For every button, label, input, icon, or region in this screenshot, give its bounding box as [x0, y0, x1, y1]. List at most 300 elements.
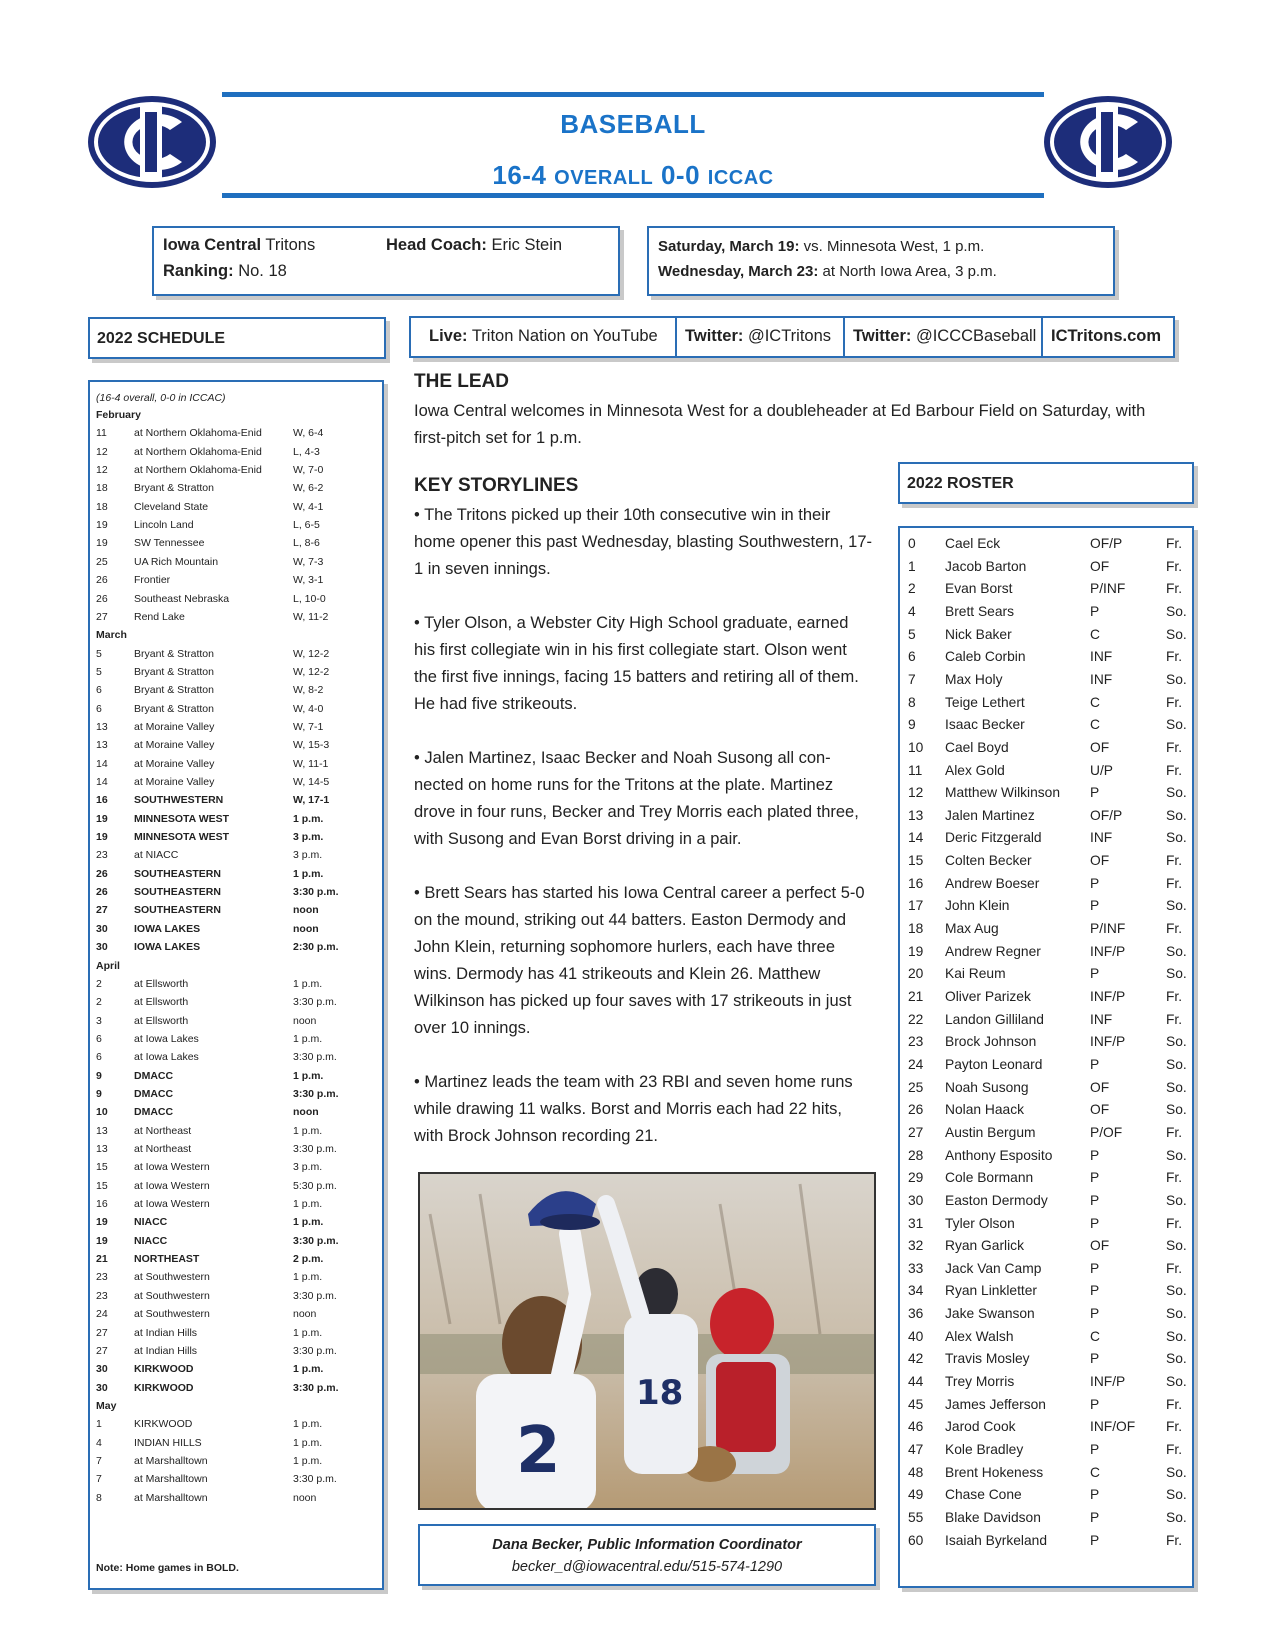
schedule-game-date: 13 [96, 1143, 108, 1155]
player-year: So. [1166, 898, 1187, 914]
schedule-game-opponent: at Northern Oklahoma-Enid [134, 445, 262, 458]
schedule-game-result: 3:30 p.m. [293, 1143, 337, 1155]
schedule-game-date: 10 [96, 1106, 108, 1119]
player-position: INF/P [1090, 1374, 1126, 1390]
schedule-game-result: noon [293, 1491, 317, 1504]
schedule-game-result: 3 p.m. [293, 1161, 323, 1174]
player-year: Fr. [1166, 558, 1183, 574]
player-year: Fr. [1166, 694, 1183, 710]
roster-list [898, 526, 1194, 1588]
player-year: So. [1166, 1283, 1187, 1299]
player-year: So. [1166, 785, 1187, 801]
player-year: So. [1166, 603, 1187, 619]
schedule-game-result: 1 p.m. [293, 1069, 324, 1082]
player-position: P [1090, 1487, 1100, 1503]
schedule-game-date: 12 [96, 464, 108, 477]
schedule-game-result: 1 p.m. [293, 867, 324, 880]
head-coach: Head Coach: Eric Stein [386, 236, 563, 254]
schedule-game-result: L, 10-0 [293, 592, 326, 605]
schedule-game-opponent: Bryant & Stratton [134, 684, 214, 697]
player-position: OF [1090, 1102, 1110, 1118]
game-photo [418, 1172, 876, 1510]
player-number: 11 [908, 762, 923, 778]
player-year: So. [1166, 671, 1187, 687]
player-position: INF [1090, 1011, 1113, 1027]
player-position: INF/OF [1090, 1419, 1136, 1435]
player-position: C [1090, 1328, 1100, 1344]
player-number: 17 [908, 898, 924, 914]
player-name: Alex Walsh [945, 1328, 1014, 1344]
schedule-intro: (16-4 overall, 0-0 in ICCAC) [96, 392, 226, 404]
player-name: Cole Bormann [945, 1170, 1034, 1186]
schedule-game-result: W, 11-2 [293, 610, 329, 623]
sport-title: BASEBALL [560, 109, 706, 139]
schedule-game-opponent: SOUTHEASTERN [134, 904, 221, 917]
schedule-game-date: 19 [96, 1234, 108, 1247]
contact-name: Dana Becker, Public Information Coordinator [492, 1537, 802, 1553]
player-name: Jake Swanson [945, 1306, 1035, 1322]
schedule-game-result: 3:30 p.m. [293, 1087, 339, 1100]
lead-heading: THE LEAD [414, 371, 509, 392]
schedule-game-result: 1 p.m. [293, 1454, 323, 1467]
player-number: 49 [908, 1487, 924, 1503]
player-year: So. [1166, 1147, 1187, 1163]
schedule-game-opponent: NIACC [134, 1216, 168, 1229]
player-year: Fr. [1166, 536, 1183, 551]
schedule-game-date: 27 [96, 610, 108, 623]
player-number: 55 [908, 1509, 924, 1525]
jersey-number-right: 18 [636, 1373, 684, 1413]
player-name: Austin Bergum [945, 1124, 1036, 1140]
schedule-game-result: L, 4-3 [293, 445, 320, 458]
player-name: Brent Hokeness [945, 1464, 1044, 1480]
player-year: Fr. [1166, 921, 1183, 937]
schedule-game-result: 1 p.m. [293, 1436, 323, 1449]
player-position: U/P [1090, 762, 1113, 778]
player-number: 40 [908, 1328, 924, 1344]
player-name: Jack Van Camp [945, 1260, 1042, 1276]
schedule-game-opponent: DMACC [134, 1069, 174, 1082]
player-year: Fr. [1166, 581, 1183, 597]
schedule-game-opponent: at Iowa Lakes [134, 1051, 199, 1064]
schedule-game-result: 1 p.m. [293, 1363, 324, 1376]
player-number: 6 [908, 649, 916, 665]
schedule-game-date: 19 [96, 812, 108, 825]
player-year: So. [1166, 626, 1187, 642]
website-link[interactable]: ICTritons.com [1051, 327, 1162, 345]
schedule-game-result: noon [293, 1014, 317, 1027]
schedule-game-opponent: Bryant & Stratton [134, 647, 214, 660]
player-number: 29 [908, 1170, 924, 1186]
twitter-tritons-link[interactable]: Twitter: @ICTritons [677, 318, 845, 356]
schedule-game-date: 6 [96, 684, 102, 697]
schedule-game-result: 3 p.m. [293, 831, 324, 844]
player-position: INF [1090, 671, 1113, 687]
schedule-month-heading: April [96, 959, 120, 972]
player-number: 2 [908, 581, 916, 597]
player-number: 15 [908, 853, 924, 869]
schedule-game-date: 30 [96, 941, 108, 954]
player-name: Kai Reum [945, 966, 1006, 982]
schedule-game-date: 19 [96, 1216, 108, 1229]
schedule-game-date: 16 [96, 1198, 108, 1211]
player-position: P [1090, 1056, 1100, 1072]
schedule-game-result: W, 12-2 [293, 665, 330, 678]
player-number: 21 [908, 989, 924, 1004]
player-year: Fr. [1166, 1419, 1183, 1435]
schedule-game-opponent: at Ellsworth [134, 977, 189, 990]
schedule-game-opponent: at Ellsworth [134, 1014, 189, 1027]
schedule-game-opponent: Lincoln Land [134, 519, 194, 532]
schedule-game-result: 1 p.m. [293, 1326, 323, 1339]
player-name: Max Aug [945, 921, 999, 937]
player-year: So. [1166, 1102, 1187, 1118]
schedule-game-opponent: KIRKWOOD [134, 1363, 194, 1376]
schedule-note: Note: Home games in BOLD. [96, 1562, 239, 1574]
schedule-game-result: W, 4-1 [293, 500, 324, 513]
player-year: Fr. [1166, 762, 1183, 778]
schedule-game-opponent: at Moraine Valley [134, 720, 215, 733]
player-number: 0 [908, 536, 916, 551]
jersey-number-left: 2 [516, 1414, 561, 1488]
celebration-photo-illustration [420, 1174, 876, 1510]
schedule-game-opponent: SW Tennessee [134, 537, 205, 550]
player-number: 27 [908, 1124, 924, 1140]
schedule-game-opponent: DMACC [134, 1106, 174, 1119]
player-position: OF [1090, 1238, 1110, 1254]
schedule-game-result: 1 p.m. [293, 1198, 323, 1211]
player-name: Ryan Garlick [945, 1238, 1024, 1254]
player-name: Anthony Esposito [945, 1147, 1053, 1163]
player-name: Evan Borst [945, 581, 1013, 597]
player-position: P [1090, 1147, 1100, 1163]
schedule-game-result: W, 15-3 [293, 739, 330, 752]
player-position: C [1090, 1464, 1100, 1480]
schedule-game-date: 19 [96, 537, 108, 550]
schedule-game-result: W, 7-3 [293, 555, 324, 568]
schedule-game-result: noon [293, 904, 319, 917]
player-name: Brock Johnson [945, 1034, 1037, 1050]
schedule-game-date: 26 [96, 886, 108, 899]
player-year: Fr. [1166, 649, 1183, 665]
player-number: 20 [908, 966, 924, 982]
player-number: 24 [908, 1056, 924, 1072]
player-number: 44 [908, 1374, 924, 1390]
twitter-baseball-link[interactable]: Twitter: @ICCCBaseball [845, 318, 1043, 356]
schedule-game-result: 3:30 p.m. [293, 1234, 339, 1247]
schedule-game-opponent: SOUTHWESTERN [134, 794, 224, 807]
schedule-game-opponent: NIACC [134, 1234, 168, 1247]
player-position: P [1090, 1306, 1100, 1322]
schedule-game-opponent: at Ellsworth [134, 996, 189, 1009]
player-name: Easton Dermody [945, 1192, 1048, 1208]
schedule-game-result: 3:30 p.m. [293, 1344, 337, 1357]
player-number: 4 [908, 603, 916, 619]
schedule-game-opponent: UA Rich Mountain [134, 555, 219, 568]
player-position: OF/P [1090, 807, 1123, 823]
schedule-game-result: 1 p.m. [293, 1124, 323, 1137]
storyline-paragraph: • Martinez leads the team with 23 RBI and seven home runs while drawing 11 walks. Borst and Morris each had 22 hits, with Brock Johnson recording 21. [414, 1073, 853, 1145]
player-year: So. [1166, 1306, 1187, 1322]
schedule-game-date: 18 [96, 500, 108, 513]
schedule-game-opponent: at Northeast [134, 1143, 192, 1155]
upcoming-game: Saturday, March 19: vs. Minnesota West, 1 p.m. [658, 238, 985, 255]
schedule-game-result: W, 4-0 [293, 702, 324, 715]
schedule-game-result: 2:30 p.m. [293, 941, 339, 954]
schedule-game-opponent: at Southwestern [134, 1271, 210, 1284]
player-position: OF [1090, 739, 1110, 755]
schedule-game-date: 30 [96, 1381, 108, 1394]
schedule-game-opponent: IOWA LAKES [134, 922, 201, 935]
player-name: Travis Mosley [945, 1351, 1030, 1367]
player-position: P/OF [1090, 1124, 1123, 1140]
schedule-game-date: 15 [96, 1161, 108, 1174]
player-name: Chase Cone [945, 1487, 1022, 1503]
player-number: 33 [908, 1260, 924, 1276]
player-name: Jalen Martinez [945, 807, 1035, 823]
player-position: INF [1090, 830, 1113, 846]
schedule-month-heading: March [96, 629, 127, 642]
player-position: P [1090, 898, 1100, 914]
schedule-game-date: 14 [96, 757, 108, 770]
player-position: P [1090, 785, 1100, 801]
player-name: Nick Baker [945, 626, 1012, 642]
roster-title: 2022 ROSTER [898, 462, 1194, 504]
schedule-game-opponent: Bryant & Stratton [134, 702, 214, 715]
schedule-game-opponent: at NIACC [134, 849, 179, 862]
player-name: Jarod Cook [945, 1419, 1016, 1435]
player-year: So. [1166, 1464, 1187, 1480]
schedule-game-result: noon [293, 922, 319, 935]
player-number: 48 [908, 1464, 924, 1480]
media-links-bar [409, 316, 1175, 358]
schedule-game-date: 21 [96, 1253, 108, 1266]
player-number: 7 [908, 671, 916, 687]
player-year: Fr. [1166, 1011, 1183, 1027]
player-number: 10 [908, 739, 924, 755]
schedule-game-result: 3:30 p.m. [293, 1289, 337, 1302]
schedule-game-result: W, 6-2 [293, 482, 324, 495]
schedule-game-date: 26 [96, 592, 108, 605]
player-name: Blake Davidson [945, 1509, 1041, 1525]
schedule-game-date: 27 [96, 1326, 108, 1339]
record-overall: 16-4 [492, 160, 547, 190]
schedule-game-opponent: at Northern Oklahoma-Enid [134, 464, 262, 477]
schedule-game-date: 7 [96, 1473, 102, 1486]
schedule-game-result: 3:30 p.m. [293, 1051, 337, 1064]
schedule-game-date: 6 [96, 1032, 102, 1045]
live-stream-link[interactable]: Live: Triton Nation on YouTube [411, 318, 677, 356]
player-position: C [1090, 717, 1100, 733]
player-number: 60 [908, 1532, 924, 1548]
player-position: P [1090, 1532, 1100, 1548]
player-position: P [1090, 1170, 1100, 1186]
schedule-game-opponent: NORTHEAST [134, 1253, 200, 1266]
schedule-game-date: 2 [96, 996, 102, 1009]
schedule-game-date: 9 [96, 1069, 102, 1082]
player-name: Andrew Boeser [945, 875, 1040, 891]
player-position: P [1090, 875, 1100, 891]
player-position: P [1090, 603, 1100, 619]
contact-box [418, 1524, 876, 1586]
schedule-game-result: 3:30 p.m. [293, 996, 337, 1009]
contact-info[interactable]: becker_d@iowacentral.edu/515-574-1290 [511, 1559, 783, 1575]
upcoming-games-box [647, 226, 1115, 296]
player-number: 31 [908, 1215, 924, 1231]
player-position: P [1090, 966, 1100, 982]
schedule-game-opponent: KIRKWOOD [134, 1418, 193, 1431]
player-position: P [1090, 1351, 1100, 1367]
storyline-paragraph: • Tyler Olson, a Webster City High School graduate, earned his first collegiate win in his first collegiate start. Olson went the first five innings, facing 15 batters and retiring all of them. He had five strikeouts. [414, 614, 859, 713]
schedule-game-date: 3 [96, 1014, 102, 1027]
schedule-game-opponent: at Northeast [134, 1124, 192, 1137]
player-number: 34 [908, 1283, 924, 1299]
player-number: 13 [908, 807, 924, 823]
schedule-game-result: W, 14-5 [293, 776, 330, 788]
schedule-game-opponent: at Iowa Western [134, 1161, 210, 1174]
schedule-game-opponent: INDIAN HILLS [134, 1436, 202, 1449]
player-position: P [1090, 1396, 1100, 1412]
schedule-game-opponent: DMACC [134, 1087, 174, 1100]
schedule-game-result: 2 p.m. [293, 1253, 324, 1266]
player-number: 23 [908, 1034, 924, 1050]
schedule-game-result: W, 8-2 [293, 684, 324, 697]
schedule-game-date: 8 [96, 1491, 102, 1504]
player-position: P [1090, 1192, 1100, 1208]
schedule-list [88, 380, 384, 1590]
ic-logo-left-icon [84, 92, 220, 192]
schedule-game-date: 5 [96, 665, 102, 678]
player-number: 9 [908, 717, 916, 733]
player-year: Fr. [1166, 1396, 1183, 1412]
schedule-game-date: 9 [96, 1087, 102, 1100]
player-name: Cael Eck [945, 536, 1001, 551]
schedule-game-opponent: Bryant & Stratton [134, 482, 214, 495]
schedule-game-date: 11 [96, 427, 107, 440]
player-name: Landon Gilliland [945, 1011, 1044, 1027]
storyline-paragraph: • The Tritons picked up their 10th consecutive win in their home opener this past Wednesday, blasting Southwestern, 17-1 in seven innings. [414, 506, 872, 578]
schedule-game-opponent: at Iowa Western [134, 1179, 210, 1192]
player-number: 5 [908, 626, 916, 642]
player-number: 14 [908, 830, 924, 846]
schedule-game-date: 4 [96, 1436, 102, 1449]
schedule-game-result: 1 p.m. [293, 1271, 323, 1284]
schedule-game-result: W, 3-1 [293, 574, 324, 587]
schedule-game-date: 13 [96, 1124, 108, 1137]
player-year: So. [1166, 1374, 1187, 1390]
schedule-game-result: 3 p.m. [293, 849, 323, 862]
schedule-game-result: W, 11-1 [293, 757, 329, 770]
player-year: So. [1166, 1509, 1187, 1525]
schedule-game-date: 14 [96, 776, 108, 788]
schedule-game-date: 1 [96, 1418, 102, 1431]
schedule-game-date: 25 [96, 555, 108, 568]
schedule-game-opponent: MINNESOTA WEST [134, 831, 230, 844]
player-position: INF/P [1090, 989, 1126, 1004]
schedule-month-heading: May [96, 1399, 117, 1412]
player-name: Teige Lethert [945, 694, 1025, 710]
schedule-game-opponent: KIRKWOOD [134, 1381, 194, 1394]
player-position: INF/P [1090, 1034, 1126, 1050]
player-position: OF [1090, 853, 1110, 869]
team-info-box [152, 226, 620, 296]
schedule-title: 2022 SCHEDULE [88, 317, 386, 359]
schedule-game-date: 30 [96, 1363, 108, 1376]
player-number: 28 [908, 1147, 924, 1163]
player-year: Fr. [1166, 875, 1183, 891]
record-conference-label: ICCAC [707, 167, 774, 189]
schedule-game-date: 23 [96, 1289, 108, 1302]
schedule-game-date: 19 [96, 831, 108, 844]
schedule-game-result: W, 6-4 [293, 427, 324, 440]
ranking: Ranking: No. 18 [163, 262, 287, 280]
schedule-game-result: 3:30 p.m. [293, 886, 339, 899]
title-band [222, 92, 1044, 198]
schedule-game-result: 5:30 p.m. [293, 1179, 337, 1192]
schedule-game-opponent: Southeast Nebraska [134, 592, 230, 605]
schedule-game-opponent: MINNESOTA WEST [134, 812, 230, 825]
schedule-game-date: 23 [96, 849, 108, 862]
schedule-game-result: 1 p.m. [293, 1216, 324, 1229]
player-position: INF [1090, 649, 1113, 665]
player-name: Andrew Regner [945, 943, 1041, 959]
player-name: Trey Morris [945, 1374, 1015, 1390]
schedule-game-result: noon [293, 1106, 319, 1119]
player-year: So. [1166, 1034, 1187, 1050]
player-name: Tyler Olson [945, 1215, 1015, 1231]
player-year: So. [1166, 1056, 1187, 1072]
player-year: So. [1166, 1351, 1187, 1367]
schedule-game-opponent: at Southwestern [134, 1308, 210, 1321]
player-position: P [1090, 1442, 1100, 1457]
schedule-game-opponent: SOUTHEASTERN [134, 886, 221, 899]
player-name: Max Holy [945, 671, 1003, 687]
schedule-game-date: 16 [96, 794, 108, 807]
schedule-game-date: 6 [96, 1051, 102, 1064]
schedule-game-date: 19 [96, 519, 108, 532]
player-position: OF/P [1090, 536, 1123, 551]
storylines-heading: KEY STORYLINES [414, 475, 579, 496]
player-position: P [1090, 1509, 1100, 1525]
schedule-game-result: 1 p.m. [293, 1418, 323, 1431]
player-number: 22 [908, 1011, 924, 1027]
player-number: 8 [908, 694, 916, 710]
player-position: P [1090, 1283, 1100, 1299]
team-name: Iowa Central Tritons [163, 236, 316, 254]
player-name: Jacob Barton [945, 558, 1027, 574]
upcoming-game: Wednesday, March 23: at North Iowa Area, 3 p.m. [658, 263, 997, 280]
player-year: Fr. [1166, 1124, 1183, 1140]
player-position: P [1090, 1260, 1100, 1276]
schedule-game-opponent: IOWA LAKES [134, 941, 201, 954]
player-year: So. [1166, 966, 1187, 982]
player-name: Caleb Corbin [945, 649, 1026, 665]
schedule-game-opponent: at Moraine Valley [134, 757, 215, 770]
schedule-game-date: 13 [96, 739, 108, 752]
player-year: Fr. [1166, 1442, 1183, 1457]
player-year: Fr. [1166, 989, 1183, 1004]
player-year: So. [1166, 830, 1187, 846]
storyline-paragraph: • Jalen Martinez, Isaac Becker and Noah Susong all con-nected on home runs for the Tritons at the plate. Martinez drove in four runs, Becker and Trey Morris each plated three, with Susong and Evan Borst driving in a pair. [414, 749, 859, 848]
schedule-game-date: 15 [96, 1179, 108, 1192]
schedule-game-opponent: at Marshalltown [134, 1473, 208, 1486]
record-overall-label: OVERALL [554, 167, 654, 189]
player-position: P [1090, 1215, 1100, 1231]
schedule-game-date: 5 [96, 647, 102, 660]
player-name: Isaiah Byrkeland [945, 1532, 1048, 1548]
schedule-game-date: 18 [96, 482, 108, 495]
schedule-game-opponent: at Iowa Lakes [134, 1032, 199, 1045]
